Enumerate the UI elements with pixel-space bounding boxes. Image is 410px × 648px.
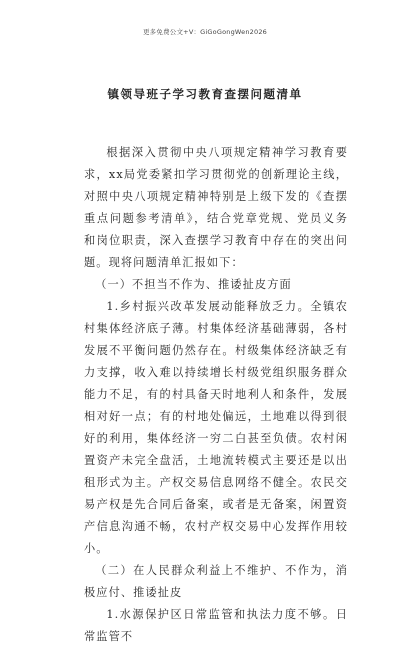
body-paragraph: 1.乡村振兴改革发展动能释放乏力。全镇农村集体经济底子薄。村集体经济基础薄弱，各村发展不平衡问题仍然存在。村级集体经济缺乏有力支撑，收入难以持续增长村级党组织服务群众能力不足，有的村具备天时地利人和条件，发展相对好一点；有的村地处偏远，土地难以得到很好的利用，集体经济一穷二白甚至负债。农村闲置资产未完全盘活，土地流转模式主要还是以出租形式为主。产权交易信息网络不健全。农民交易产权是先合同后备案，或者是无备案，闲置资产信息沟通不畅，农村产权交易中心发挥作用较小。 [84,300,348,555]
document-body [84,142,348,648]
body-paragraph: 根据深入贯彻中央八项规定精神学习教育要求，xx局党委紧扣学习贯彻党的创新理论主线，对照中央八项规定精神特别是上级下发的《查摆重点问题参考清单》，结合党章党规、党员义务和岗位职责，深入查摆学习教育中存在的突出问题。现将问题清单汇报如下： [84,146,348,269]
header-note: 更多免费公文+V：GiGoGongWen2026 [142,28,267,36]
body-paragraph: 1.水源保护区日常监管和执法力度不够。日常监管不 [84,608,348,643]
section-heading: （二）在人民群众利益上不维护、不作为，消极应付、推诿扯皮 [84,564,348,599]
document-title: 镇领导班子学习教育查摆问题清单 [107,87,303,101]
section-heading: （一）不担当不作为、推诿扯皮方面 [95,278,292,291]
